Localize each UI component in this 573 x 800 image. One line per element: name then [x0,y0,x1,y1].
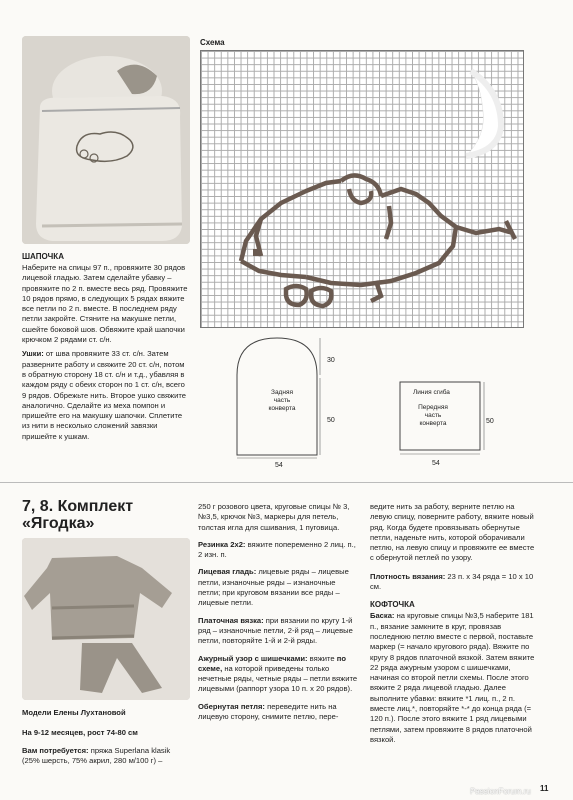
set-heading-2: «Ягодка» [22,515,95,532]
garter-text: Платочная вязка: при вязании по кругу 1-й ряд – изнаночные петли, 2-й ряд – лицевые петли, повторяйте 1-й и 2-й ряды. [198,615,353,646]
gauge-text: Плотность вязания: 23 п. х 34 ряда = 10 х 10 см. [370,571,534,592]
back-part-label: Задняя часть конверта [268,389,296,412]
hat-text-2: Ушки: от шва провяжите 33 ст. с/н. Затем разверните работу и свяжите 20 ст. с/н, потом в обратную сторону 18 ст. с/н и т.д., убавляя в каждом ряду с обеих сторон по 1 ст. с/н, всего 9 рядов. Обрежьте нить. Второе ушко свяжите аналогично. Сделайте из меха помпон и пришейте его на макушку шапочки. Сплетите из нити в несколько сложений завязки пришейте к ушкам. [22,349,186,441]
materials-text: Вам потребуется: пряжа Superlana klasik (25% шерсть, 75% акрил, 280 м/100 г) – [22,746,171,766]
stockinette-text: Лицевая гладь: лицевые ряды – лицевые петли, изнаночные ряды – изнаночные петли; при круговом вязании все ряды – лицевые петли. [198,567,349,608]
materials-cont: 250 г розового цвета, круговые спицы № 3, №3,5, крючок №3, маркеры для петель, толстая игла для сшивания, 1 пуговица. [198,502,350,532]
dim-30: 30 [327,357,335,364]
dim-54-front: 54 [432,460,440,467]
hat-text-1: Наберите на спицы 97 п., провяжите 30 рядов лицевой гладью. Затем сделайте убавку – провяжите по 2 п. вместе весь ряд. Провяжите 10 рядов прямо, в следующих 5 рядах вяжите все петли по 2 п. вместе. В последнем ряду петли закройте. Стяните на макушке петли, сшейте боковой шов. Обвяжите край шапочки крючком 2 рядами ст. с/н. [22,263,188,345]
dim-50-front: 50 [486,418,494,425]
front-part-label: Передняя часть конверта [418,404,448,427]
author: Модели Елены Лухтановой [22,708,126,717]
size-info: На 9-12 месяцев, рост 74-80 см [22,728,138,737]
dim-50-back: 50 [327,417,335,424]
dim-54-back: 54 [275,462,283,469]
section-divider [0,482,573,483]
rib-text: Резинка 2х2: вяжите попеременно 2 лиц. п., 2 изн. п. [198,539,356,560]
hat-heading: ШАПОЧКА [22,252,64,261]
wrap-text: Обернутая петля: переведите нить на лицевую сторону, снимите петлю, пере- [198,701,339,722]
page-number: 11 [540,784,549,793]
jacket-heading: КОФТОЧКА [370,600,415,610]
ears-label: Ушки: [22,349,44,359]
hat-section [22,252,190,442]
jacket-column [370,502,538,745]
wrap-text-cont: ведите нить за работу, верните петлю на левую спицу, поверните работу, вяжите новый ряд. Когда будете провязывать обернутые петли, наденьте нить, которой оборачивали петлю, на левую спицу и провяжите ее вместе с обернутой петлей по узору. [370,502,535,563]
sleeping-bag-photo [22,36,190,244]
fold-line-label: Линия сгиба [413,389,450,396]
scheme-title: Схема [200,38,225,47]
techniques-column [198,502,358,722]
knitting-chart [200,50,524,328]
berry-set-photo [22,538,190,700]
lace-text: Ажурный узор с шишечками: вяжите по схеме, на которой приведены только нечетные ряды, четные ряды – петли вяжите лицевыми (раппорт узора 10 п. х 20 рядов). [198,653,358,694]
set-heading-1: 7, 8. Комплект [22,498,134,515]
jacket-text: Баска: на круговые спицы №3,5 наберите 181 п., вязание замкните в круг, провязав последнюю петлю вместе с первой, поставьте маркер (= начало кругового ряда). Вяжите по кругу 8 рядов платочной вязкой. Затем вяжите 22 ряда ажурным узором с шишечками, начиная со второй петли схемы. После этого вяжите 2 ряда лицевой гладью. Далее выполните убавки: вяжите *1 лиц. п., 2 п. вместе лиц.*, повторяйте *-* до конца ряда (= 120 п.). После этого вяжите 1 ряд лицевыми петлями, затем провяжите 8 рядов платочной вязкой. [370,611,535,744]
watermark: PassionForum.ru [470,787,531,796]
